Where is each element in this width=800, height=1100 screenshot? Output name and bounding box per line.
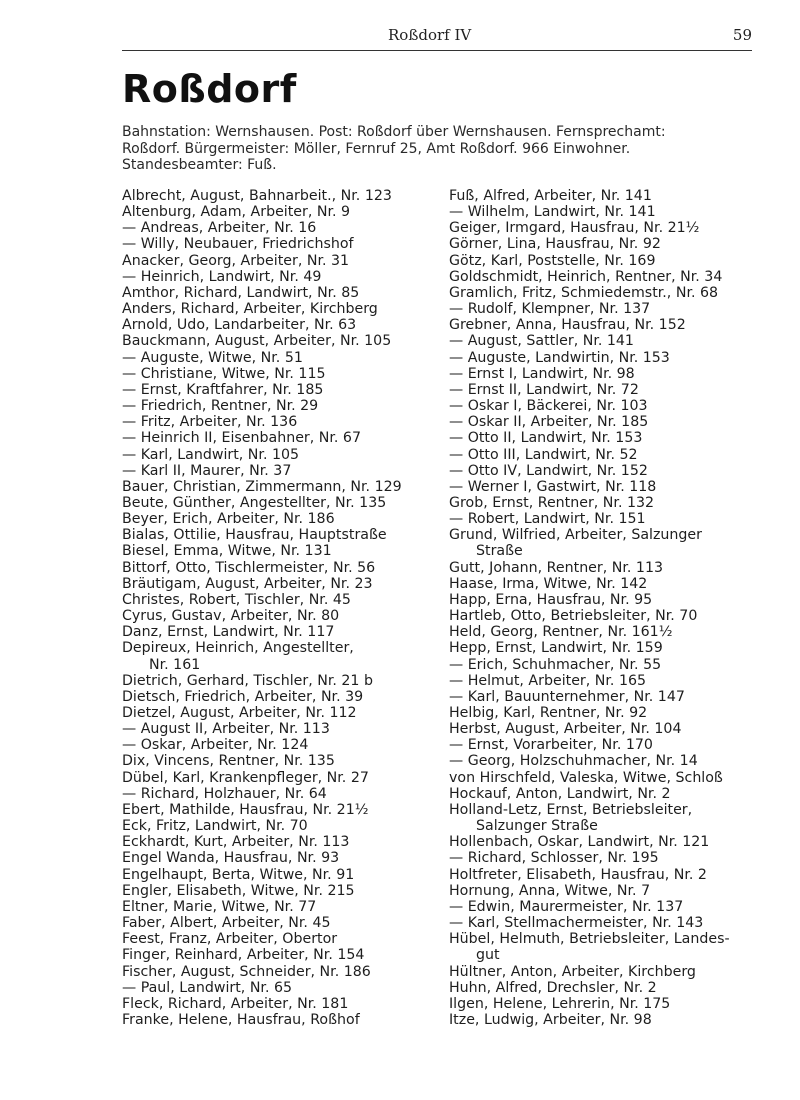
directory-entry: Hepp, Ernst, Landwirt, Nr. 159 bbox=[449, 640, 663, 657]
directory-entry: — Rudolf, Klempner, Nr. 137 bbox=[449, 301, 651, 318]
running-title: Roßdorf IV bbox=[388, 26, 472, 44]
directory-entry: Bauckmann, August, Arbeiter, Nr. 105 bbox=[122, 333, 392, 350]
directory-entry: — Oskar, Arbeiter, Nr. 124 bbox=[122, 737, 309, 754]
directory-entry: — Paul, Landwirt, Nr. 65 bbox=[122, 979, 293, 996]
directory-entry: Engel Wanda, Hausfrau, Nr. 93 bbox=[122, 850, 340, 867]
directory-entry: Held, Georg, Rentner, Nr. 161½ bbox=[449, 624, 673, 641]
directory-entry: Anacker, Georg, Arbeiter, Nr. 31 bbox=[122, 252, 350, 269]
directory-entry: Herbst, August, Arbeiter, Nr. 104 bbox=[449, 721, 682, 738]
directory-entry: von Hirschfeld, Valeska, Witwe, Schloß bbox=[449, 769, 723, 786]
directory-entry: — Heinrich, Landwirt, Nr. 49 bbox=[122, 268, 322, 285]
directory-entry: — Ernst, Kraftfahrer, Nr. 185 bbox=[122, 381, 324, 398]
directory-entry: — Friedrich, Rentner, Nr. 29 bbox=[122, 398, 319, 415]
directory-entry: Haase, Irma, Witwe, Nr. 142 bbox=[449, 575, 648, 592]
directory-entry: Albrecht, August, Bahnarbeit., Nr. 123 bbox=[122, 188, 392, 204]
directory-entry: — Werner I, Gastwirt, Nr. 118 bbox=[449, 478, 657, 495]
directory-entry: Huhn, Alfred, Drechsler, Nr. 2 bbox=[449, 979, 657, 996]
directory-entry: — Andreas, Arbeiter, Nr. 16 bbox=[122, 220, 317, 237]
directory-entry: Dübel, Karl, Krankenpfleger, Nr. 27 bbox=[122, 769, 369, 786]
directory-entry: Geiger, Irmgard, Hausfrau, Nr. 21½ bbox=[449, 220, 700, 237]
directory-entry: — Fritz, Arbeiter, Nr. 136 bbox=[122, 414, 298, 431]
directory-entry: — Helmut, Arbeiter, Nr. 165 bbox=[449, 672, 647, 689]
directory-entry: Goldschmidt, Heinrich, Rentner, Nr. 34 bbox=[449, 268, 723, 285]
directory-entry: Hartleb, Otto, Betriebsleiter, Nr. 70 bbox=[449, 608, 698, 625]
directory-entry: Hockauf, Anton, Landwirt, Nr. 2 bbox=[449, 785, 671, 802]
directory-entry: Eckhardt, Kurt, Arbeiter, Nr. 113 bbox=[122, 834, 350, 851]
directory-entry: Holland-Letz, Ernst, Betriebsleiter, bbox=[449, 801, 693, 818]
directory-entry: Anders, Richard, Arbeiter, Kirchberg bbox=[122, 301, 378, 318]
directory-entry: Götz, Karl, Poststelle, Nr. 169 bbox=[449, 252, 656, 269]
directory-entry: — Oskar II, Arbeiter, Nr. 185 bbox=[449, 414, 649, 431]
directory-entry-continuation: Straße bbox=[476, 543, 523, 560]
directory-entry: Grob, Ernst, Rentner, Nr. 132 bbox=[449, 494, 655, 511]
directory-entry: — Karl, Stellmachermeister, Nr. 143 bbox=[449, 915, 704, 932]
town-info bbox=[122, 124, 754, 174]
directory-entry: — Richard, Holzhauer, Nr. 64 bbox=[122, 785, 327, 802]
directory-entry: — Ernst, Vorarbeiter, Nr. 170 bbox=[449, 737, 653, 754]
directory-entry: — August II, Arbeiter, Nr. 113 bbox=[122, 721, 330, 738]
directory-entry: Christes, Robert, Tischler, Nr. 45 bbox=[122, 591, 351, 608]
directory-entry: Dietzel, August, Arbeiter, Nr. 112 bbox=[122, 705, 357, 721]
directory-entry: Gramlich, Fritz, Schmiedemstr., Nr. 68 bbox=[449, 284, 719, 301]
directory-entry: Depireux, Heinrich, Angestellter, bbox=[122, 640, 354, 657]
directory-entry: — August, Sattler, Nr. 141 bbox=[449, 333, 634, 350]
directory-entry: Bauer, Christian, Zimmermann, Nr. 129 bbox=[122, 478, 402, 495]
directory-entry: Amthor, Richard, Landwirt, Nr. 85 bbox=[122, 284, 360, 301]
directory-entry: Itze, Ludwig, Arbeiter, Nr. 98 bbox=[449, 1011, 652, 1028]
directory-entry: Engelhaupt, Berta, Witwe, Nr. 91 bbox=[122, 866, 355, 883]
directory-entry: Beyer, Erich, Arbeiter, Nr. 186 bbox=[122, 511, 335, 528]
directory-entry: — Oskar I, Bäckerei, Nr. 103 bbox=[449, 398, 648, 415]
page-number: 59 bbox=[732, 26, 752, 44]
directory-entry: — Wilhelm, Landwirt, Nr. 141 bbox=[449, 204, 656, 221]
directory-entry: — Erich, Schuhmacher, Nr. 55 bbox=[449, 656, 662, 673]
directory-entry: Franke, Helene, Hausfrau, Roßhof bbox=[122, 1011, 360, 1028]
directory-entry: — Richard, Schlosser, Nr. 195 bbox=[449, 850, 659, 867]
directory-entry: Biesel, Emma, Witwe, Nr. 131 bbox=[122, 543, 332, 560]
directory-entry: Helbig, Karl, Rentner, Nr. 92 bbox=[449, 705, 648, 721]
directory-entry: — Edwin, Maurermeister, Nr. 137 bbox=[449, 898, 684, 915]
directory-column-left bbox=[122, 188, 444, 1028]
directory-entry: — Otto III, Landwirt, Nr. 52 bbox=[449, 446, 638, 463]
directory-entry: Arnold, Udo, Landarbeiter, Nr. 63 bbox=[122, 317, 357, 334]
directory-entry: Bialas, Ottilie, Hausfrau, Hauptstraße bbox=[122, 527, 387, 544]
directory-entry: Gutt, Johann, Rentner, Nr. 113 bbox=[449, 559, 664, 576]
directory-entry: Grund, Wilfried, Arbeiter, Salzunger bbox=[449, 527, 702, 544]
directory-entry: Bräutigam, August, Arbeiter, Nr. 23 bbox=[122, 575, 373, 592]
directory-entry: Dietrich, Gerhard, Tischler, Nr. 21 b bbox=[122, 672, 373, 689]
directory-entry: — Karl, Bauunternehmer, Nr. 147 bbox=[449, 688, 685, 705]
directory-entry: Feest, Franz, Arbeiter, Obertor bbox=[122, 931, 338, 948]
running-head bbox=[122, 26, 752, 48]
directory-entry: Cyrus, Gustav, Arbeiter, Nr. 80 bbox=[122, 608, 340, 625]
directory-entry: Ilgen, Helene, Lehrerin, Nr. 175 bbox=[449, 995, 671, 1012]
directory-entry: — Christiane, Witwe, Nr. 115 bbox=[122, 365, 326, 382]
directory-entry: Altenburg, Adam, Arbeiter, Nr. 9 bbox=[122, 204, 351, 221]
directory-entry: Eck, Fritz, Landwirt, Nr. 70 bbox=[122, 818, 308, 835]
directory-entry: Görner, Lina, Hausfrau, Nr. 92 bbox=[449, 236, 661, 253]
directory-entry: Fischer, August, Schneider, Nr. 186 bbox=[122, 963, 371, 980]
town-info-line: Standesbeamter: Fuß. bbox=[122, 157, 277, 173]
directory-entry: Dietsch, Friedrich, Arbeiter, Nr. 39 bbox=[122, 688, 364, 705]
directory-column-right bbox=[449, 188, 754, 1028]
directory-entry: — Willy, Neubauer, Friedrichshof bbox=[122, 236, 354, 253]
town-info-line: Roßdorf. Bürgermeister: Möller, Fernruf 25, Amt Roßdorf. 966 Einwohner. bbox=[122, 140, 631, 157]
directory-entry-continuation: Salzunger Straße bbox=[476, 818, 598, 835]
directory-entry-continuation: gut bbox=[476, 947, 500, 964]
directory-entry: Bittorf, Otto, Tischlermeister, Nr. 56 bbox=[122, 559, 376, 576]
directory-entry: Beute, Günther, Angestellter, Nr. 135 bbox=[122, 494, 387, 511]
directory-entry: — Robert, Landwirt, Nr. 151 bbox=[449, 511, 646, 528]
page-title: Roßdorf bbox=[122, 67, 297, 111]
directory-entry: Hornung, Anna, Witwe, Nr. 7 bbox=[449, 882, 651, 899]
directory-entry: Finger, Reinhard, Arbeiter, Nr. 154 bbox=[122, 947, 365, 964]
directory-entry: — Ernst I, Landwirt, Nr. 98 bbox=[449, 365, 635, 382]
town-info-line: Bahnstation: Wernshausen. Post: Roßdorf über Wernshausen. Fernsprechamt: bbox=[122, 124, 666, 140]
directory-entry: — Georg, Holzschuhmacher, Nr. 14 bbox=[449, 753, 698, 770]
directory-entry: Fuß, Alfred, Arbeiter, Nr. 141 bbox=[449, 188, 652, 204]
directory-entry: Hültner, Anton, Arbeiter, Kirchberg bbox=[449, 963, 696, 980]
directory-entry: Grebner, Anna, Hausfrau, Nr. 152 bbox=[449, 317, 686, 334]
directory-entry: — Auguste, Witwe, Nr. 51 bbox=[122, 349, 303, 366]
directory-entry: — Karl, Landwirt, Nr. 105 bbox=[122, 446, 300, 463]
directory-entry: — Ernst II, Landwirt, Nr. 72 bbox=[449, 381, 639, 398]
directory-entry: — Otto II, Landwirt, Nr. 153 bbox=[449, 430, 643, 447]
directory-entry: — Otto IV, Landwirt, Nr. 152 bbox=[449, 462, 648, 479]
directory-entry: Engler, Elisabeth, Witwe, Nr. 215 bbox=[122, 882, 355, 899]
header-rule bbox=[122, 50, 752, 51]
directory-entry: Faber, Albert, Arbeiter, Nr. 45 bbox=[122, 915, 331, 932]
directory-entry: Holtfreter, Elisabeth, Hausfrau, Nr. 2 bbox=[449, 866, 707, 883]
directory-entry: — Karl II, Maurer, Nr. 37 bbox=[122, 462, 292, 479]
directory-entry: Happ, Erna, Hausfrau, Nr. 95 bbox=[449, 591, 653, 608]
directory-entry: Fleck, Richard, Arbeiter, Nr. 181 bbox=[122, 995, 349, 1012]
directory-entry: Hübel, Helmuth, Betriebsleiter, Landes- bbox=[449, 931, 730, 948]
directory-entry: — Auguste, Landwirtin, Nr. 153 bbox=[449, 349, 670, 366]
directory-entry: Ebert, Mathilde, Hausfrau, Nr. 21½ bbox=[122, 801, 369, 818]
directory-entry-continuation: Nr. 161 bbox=[149, 656, 201, 673]
directory-entry: — Heinrich II, Eisenbahner, Nr. 67 bbox=[122, 430, 361, 447]
directory-entry: Danz, Ernst, Landwirt, Nr. 117 bbox=[122, 624, 335, 641]
directory-entry: Eltner, Marie, Witwe, Nr. 77 bbox=[122, 898, 317, 915]
directory-entry: Hollenbach, Oskar, Landwirt, Nr. 121 bbox=[449, 834, 710, 851]
directory-entry: Dix, Vincens, Rentner, Nr. 135 bbox=[122, 753, 335, 770]
